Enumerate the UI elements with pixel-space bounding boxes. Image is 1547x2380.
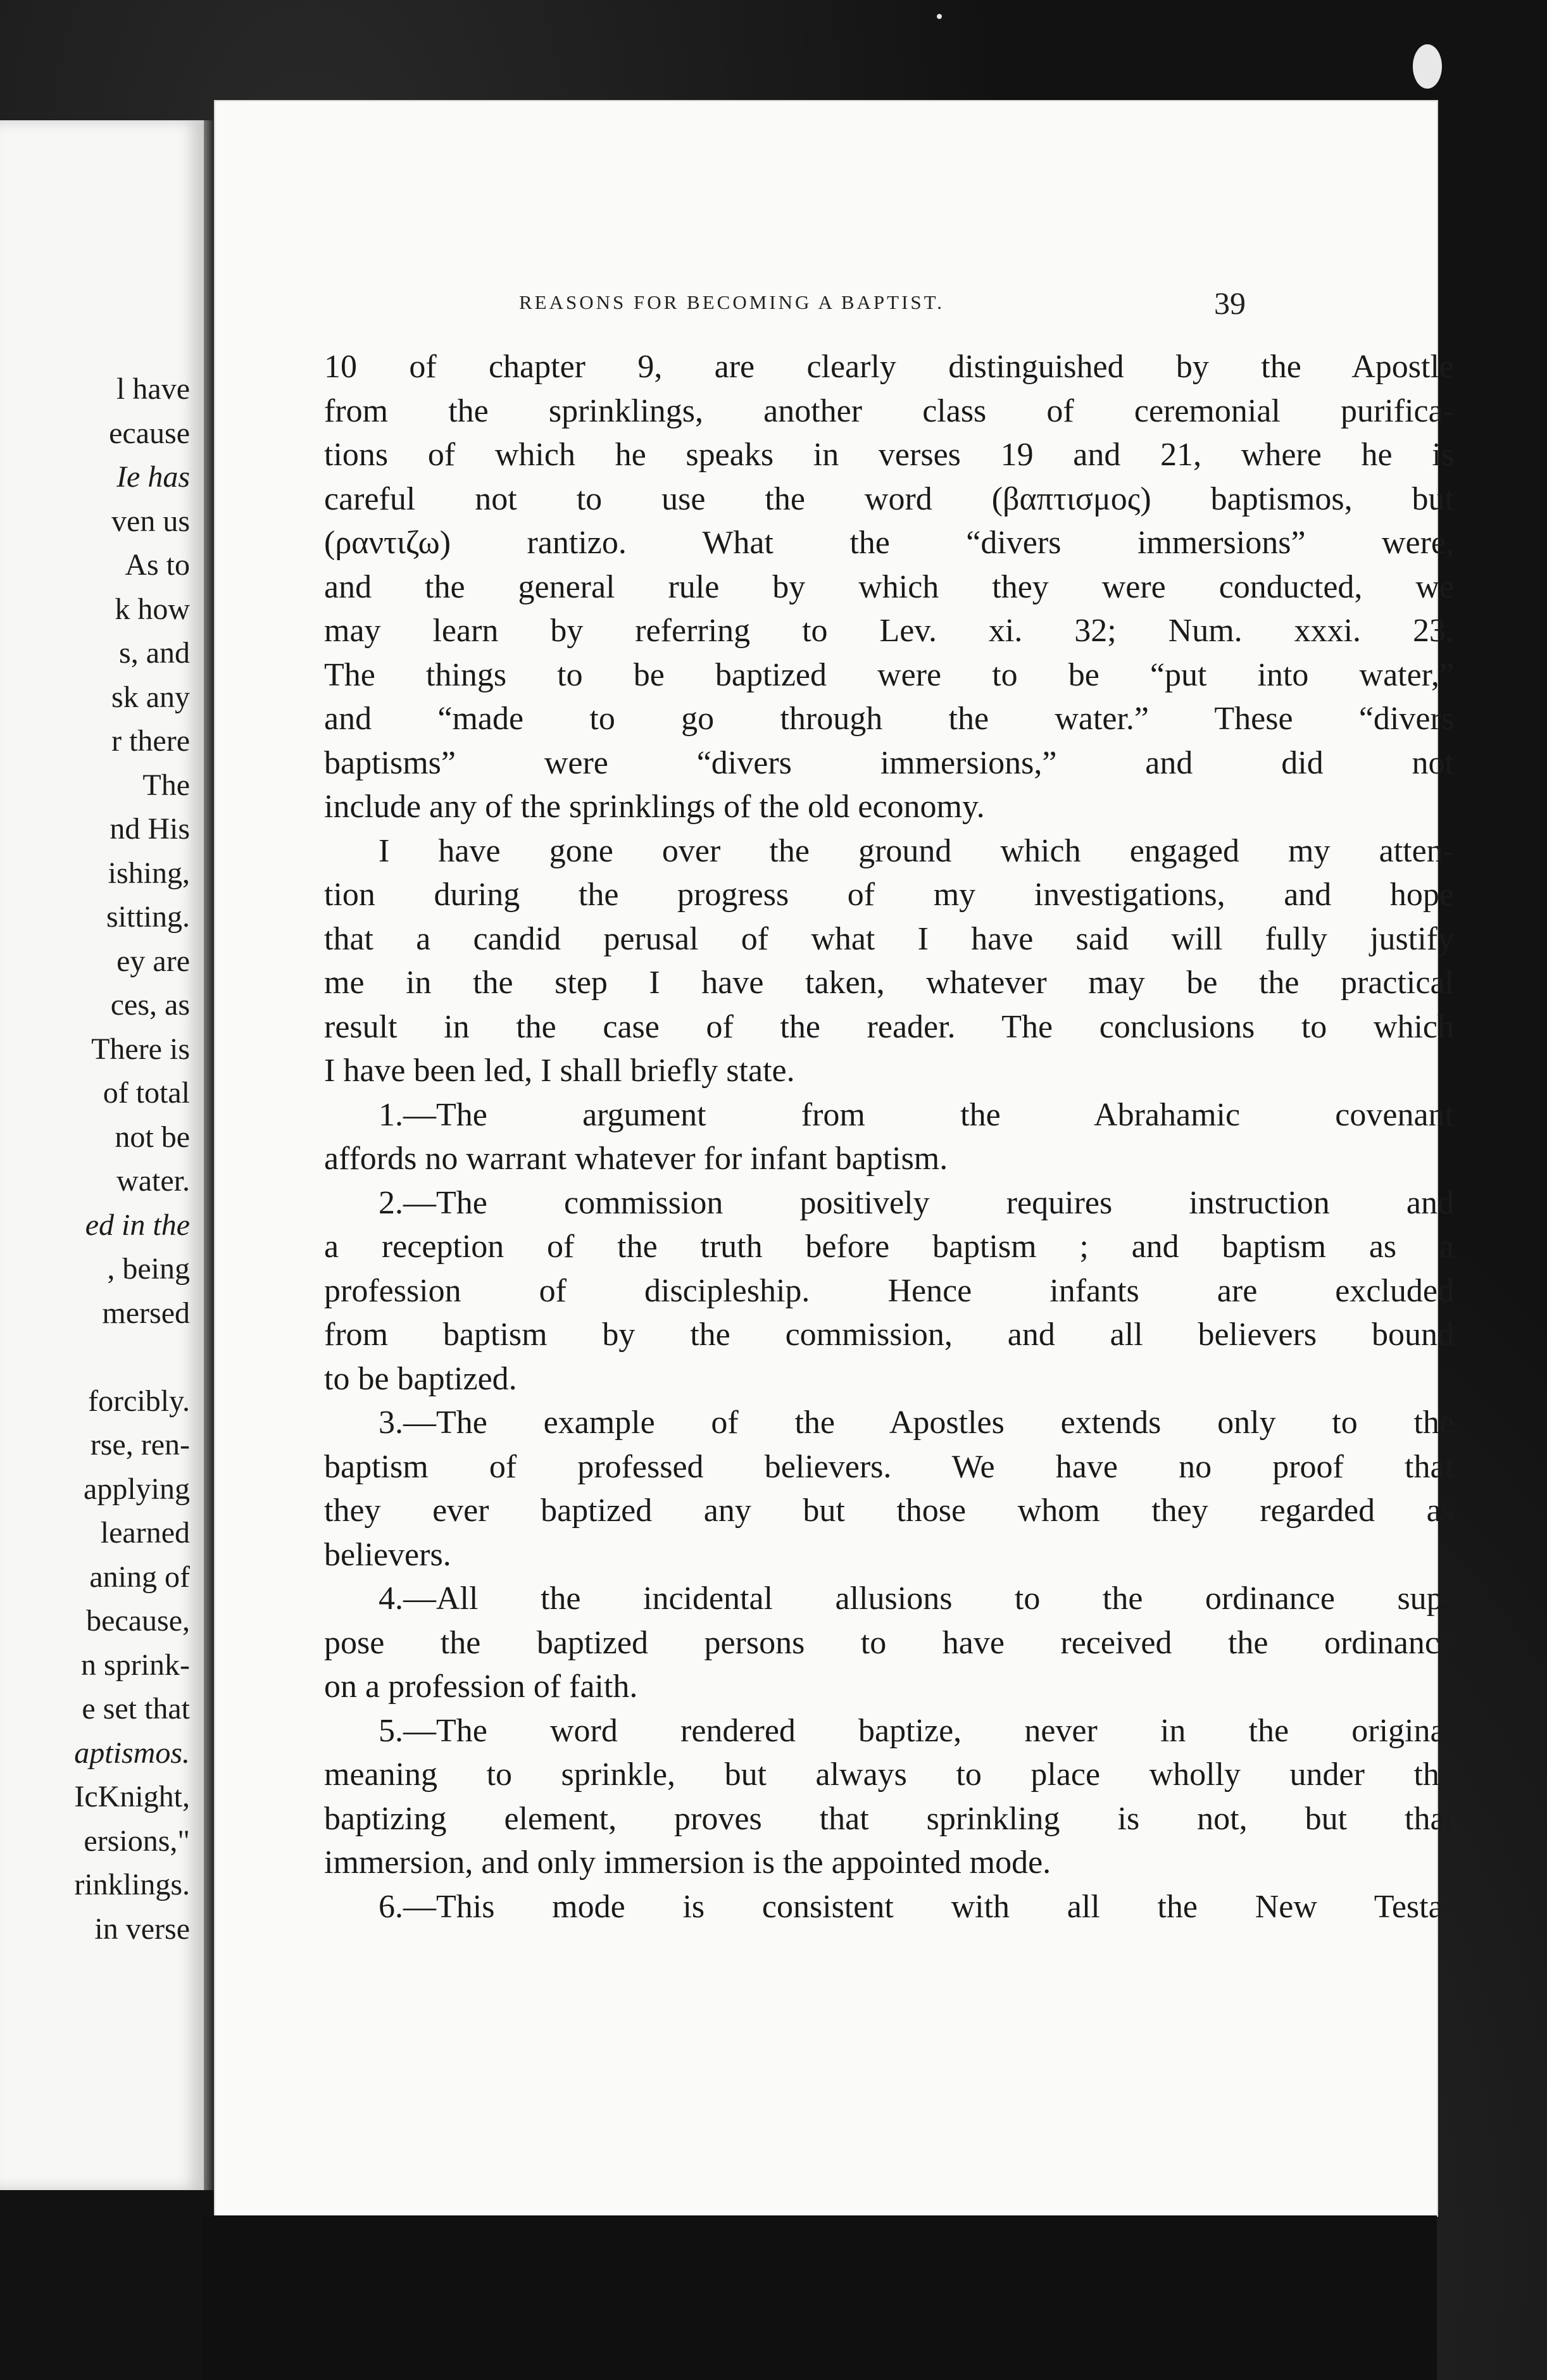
text-line: they ever baptized any but those whom they regarded as <box>324 1493 1454 1529</box>
previous-page-line: There is <box>91 1032 190 1066</box>
text-line: I have gone over the ground which engaged my atten- <box>379 832 1454 869</box>
previous-page-line: not be <box>115 1120 190 1154</box>
previous-page-line: The <box>142 768 190 802</box>
previous-page-line: in verse <box>94 1912 190 1946</box>
previous-page-line: ersions," <box>84 1824 190 1858</box>
previous-page-line: sitting. <box>106 900 190 934</box>
text-line: immersion, and only immersion is the appointed mode. <box>324 1844 1051 1881</box>
running-head-title: REASONS FOR BECOMING A BAPTIST. <box>519 291 945 313</box>
text-line: (ραντιζω) rantizo. What the “divers immersions” were, <box>324 525 1454 561</box>
previous-page-line: l have <box>116 372 190 406</box>
text-line: baptisms” were “divers immersions,” and did not <box>324 744 1454 781</box>
text-line: profession of discipleship. Hence infants are excluded <box>324 1272 1454 1309</box>
scan-speck <box>1413 44 1442 89</box>
previous-page-line: forcibly. <box>88 1384 190 1418</box>
previous-page-line: rse, ren- <box>90 1428 190 1462</box>
previous-page-line: ed in the <box>85 1208 190 1242</box>
previous-page-line: learned <box>100 1516 190 1550</box>
previous-page-text <box>0 367 190 1951</box>
previous-page-line: because, <box>86 1604 190 1638</box>
text-line: 1.—The argument from the Abrahamic covenant <box>379 1096 1454 1133</box>
previous-page-line: aning of <box>89 1560 190 1594</box>
book-page <box>215 101 1454 2215</box>
previous-page-line: , being <box>107 1252 190 1286</box>
text-line: The things to be baptized were to be “put into water,” <box>324 656 1454 693</box>
text-line: a reception of the truth before baptism ; and baptism as a <box>324 1229 1454 1265</box>
scan-speck <box>937 14 942 19</box>
text-line: that a candid perusal of what I have said will fully justify <box>324 920 1454 957</box>
text-line: believers. <box>324 1536 451 1573</box>
previous-page-gap <box>0 1335 190 1379</box>
previous-page-line: water. <box>116 1164 190 1198</box>
page-body <box>324 345 1457 1929</box>
previous-page-line: e set that <box>82 1692 190 1726</box>
text-line: and the general rule by which they were conducted, we <box>324 568 1454 605</box>
previous-page-line: ces, as <box>110 988 190 1022</box>
text-line: meaning to sprinkle, but always to place wholly under the <box>324 1757 1454 1793</box>
previous-page-line: of total <box>103 1076 190 1110</box>
text-line: on a profession of faith. <box>324 1669 638 1705</box>
previous-page <box>0 120 204 2190</box>
text-line: 10 of chapter 9, are clearly distinguished by the Apostle <box>324 349 1454 385</box>
text-line: 2.—The commission positively requires instruction and <box>379 1184 1454 1221</box>
text-line: 4.—All the incidental allusions to the ordinance sup- <box>379 1581 1454 1617</box>
text-line: to be baptized. <box>324 1360 517 1397</box>
previous-page-line: k how <box>115 592 190 626</box>
text-line: affords no warrant whatever for infant baptism. <box>324 1141 948 1177</box>
previous-page-line: r there <box>111 724 190 758</box>
text-line: include any of the sprinklings of the old economy. <box>324 789 985 825</box>
running-head <box>215 285 1437 329</box>
text-line: 5.—The word rendered baptize, never in the original <box>379 1712 1454 1749</box>
text-line: me in the step I have taken, whatever may be the practical <box>324 965 1454 1001</box>
previous-page-line: IcKnight, <box>74 1780 190 1813</box>
previous-page-line: As to <box>125 548 190 582</box>
text-line: tion during the progress of my investigations, and hope <box>324 877 1454 913</box>
previous-page-line: aptismos. <box>74 1736 190 1770</box>
text-line: baptizing element, proves that sprinkling is not, but that <box>324 1800 1454 1837</box>
previous-page-line: ey are <box>116 944 190 978</box>
text-line: careful not to use the word (βαπτισμος) baptismos, but <box>324 480 1454 517</box>
previous-page-line: rinklings. <box>74 1868 190 1901</box>
previous-page-line: mersed <box>102 1296 190 1330</box>
text-line: 3.—The example of the Apostles extends only to the <box>379 1405 1454 1441</box>
text-line: from baptism by the commission, and all believers bound <box>324 1317 1454 1353</box>
previous-page-line: Ie has <box>116 460 190 494</box>
text-line: from the sprinklings, another class of ceremonial purifica- <box>324 392 1454 429</box>
text-line: baptism of professed believers. We have no proof that <box>324 1448 1454 1485</box>
text-line: pose the baptized persons to have received the ordinance <box>324 1624 1454 1661</box>
text-line: and “made to go through the water.” These “divers <box>324 701 1454 737</box>
previous-page-line: ven us <box>111 504 190 538</box>
page-number: 39 <box>1214 285 1246 321</box>
text-line: result in the case of the reader. The conclusions to which <box>324 1008 1454 1045</box>
previous-page-line: ishing, <box>108 856 190 890</box>
scan-bottom-edge <box>203 2215 1437 2380</box>
text-line: may learn by referring to Lev. xi. 32; Num. xxxi. 23. <box>324 613 1454 649</box>
book-gutter <box>204 120 215 2190</box>
previous-page-line: ecause <box>109 416 190 450</box>
text-line: I have been led, I shall briefly state. <box>324 1053 795 1089</box>
previous-page-line: s, and <box>119 636 190 670</box>
previous-page-line: sk any <box>111 680 190 714</box>
text-line: tions of which he speaks in verses 19 and 21, where he is <box>324 437 1454 473</box>
previous-page-line: applying <box>84 1472 190 1506</box>
text-line: 6.—This mode is consistent with all the New Testa- <box>379 1888 1454 1925</box>
previous-page-line: nd His <box>110 812 190 846</box>
previous-page-line: n sprink- <box>81 1648 190 1682</box>
